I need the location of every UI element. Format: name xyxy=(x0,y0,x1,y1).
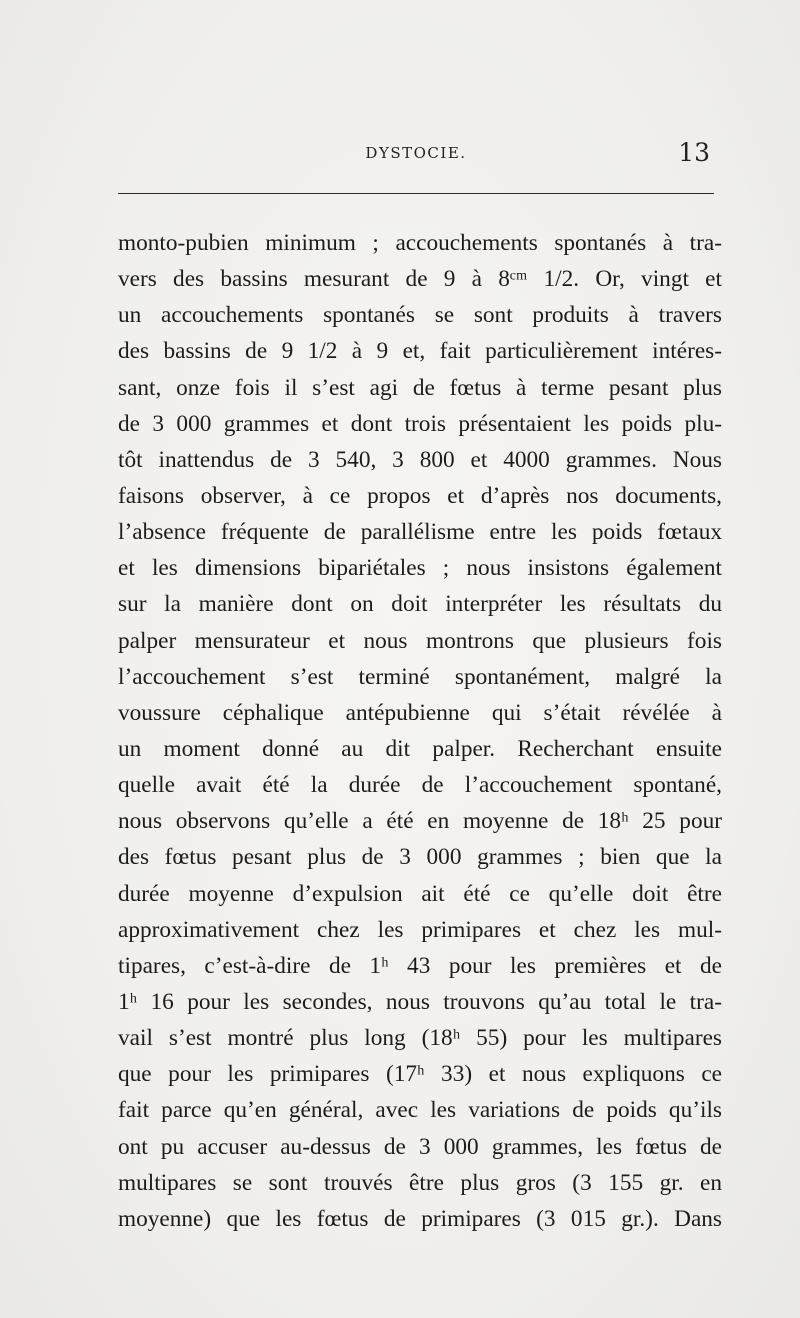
text-line: que pour les primipares (17ʰ 33) et nous expliquons ce xyxy=(118,1061,722,1088)
text-line: un moment donné au dit palper. Recherchant ensuite xyxy=(118,735,722,762)
text-line: ont pu accuser au-dessus de 3 000 grammes, les fœtus de xyxy=(118,1133,722,1160)
text-line: tipares, c’est-à-dire de 1ʰ 43 pour les premières et de xyxy=(118,952,722,979)
text-line: voussure céphalique antépubienne qui s’était révélée à xyxy=(118,699,722,726)
text-line: vail s’est montré plus long (18ʰ 55) pour les multipares xyxy=(118,1025,722,1052)
text-line: des bassins de 9 1/2 à 9 et, fait particulièrement intéres- xyxy=(118,338,722,365)
text-line: nous observons qu’elle a été en moyenne de 18ʰ 25 pour xyxy=(118,808,722,835)
text-line: palper mensurateur et nous montrons que plusieurs fois xyxy=(118,627,722,654)
text-line: fait parce qu’en général, avec les variations de poids qu’ils xyxy=(118,1097,722,1124)
text-line: de 3 000 grammes et dont trois présentaient les poids plu- xyxy=(118,410,722,437)
text-line: monto-pubien minimum ; accouchements spontanés à tra- xyxy=(118,230,722,256)
running-title: DYSTOCIE. xyxy=(365,144,467,162)
text-line: multipares se sont trouvés être plus gros (3 155 gr. en xyxy=(118,1169,722,1196)
text-line: moyenne) que les fœtus de primipares (3 015 gr.). Dans xyxy=(118,1205,722,1232)
text-line: approximativement chez les primipares et chez les mul- xyxy=(118,916,722,943)
text-line: un accouchements spontanés se sont produits à travers xyxy=(118,302,722,329)
text-line: l’accouchement s’est terminé spontanément, malgré la xyxy=(118,663,722,690)
text-line: 1ʰ 16 pour les secondes, nous trouvons qu’au total le tra- xyxy=(118,988,722,1015)
body-text xyxy=(118,225,722,1237)
text-line: faisons observer, à ce propos et d’après nos documents, xyxy=(118,482,722,509)
text-line: vers des bassins mesurant de 9 à 8ᶜᵐ 1/2. Or, vingt et xyxy=(118,266,722,293)
page-number: 13 xyxy=(678,138,710,167)
text-line: des fœtus pesant plus de 3 000 grammes ; bien que la xyxy=(118,844,722,871)
page-header xyxy=(118,138,714,168)
text-line: durée moyenne d’expulsion ait été ce qu’elle doit être xyxy=(118,880,722,907)
text-line: sant, onze fois il s’est agi de fœtus à terme pesant plus xyxy=(118,374,722,401)
header-rule xyxy=(118,193,714,194)
text-line: l’absence fréquente de parallélisme entre les poids fœtaux xyxy=(118,519,722,546)
text-line: sur la manière dont on doit interpréter les résultats du xyxy=(118,591,722,618)
text-line: quelle avait été la durée de l’accouchement spontané, xyxy=(118,772,722,799)
text-line: tôt inattendus de 3 540, 3 800 et 4000 grammes. Nous xyxy=(118,446,722,473)
text-line: et les dimensions bipariétales ; nous insistons également xyxy=(118,555,722,582)
